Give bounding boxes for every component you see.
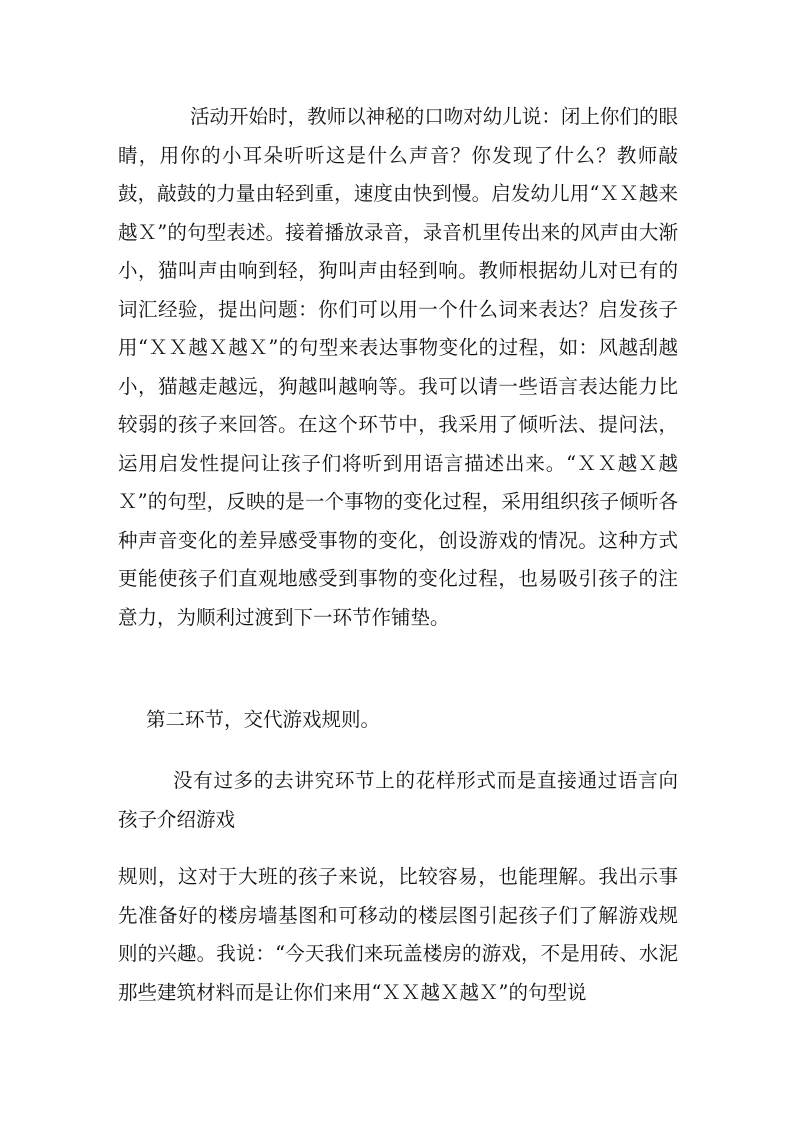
paragraph-game-rules: 规则，这对于大班的孩子来说，比较容易，也能理解。我出示事先准备好的楼房墙基图和可移动的楼层图引起孩子们了解游戏规则的兴趣。我说：“今天我们来玩盖楼房的游戏，不是用砖、水泥那些建筑材料而是让你们来用“ＸＸ越Ｘ越Ｘ”的句型说 [118,865,678,1004]
paragraph-game-intro: 没有过多的去讲究环节上的花样形式而是直接通过语言向孩子介绍游戏 [118,769,678,831]
section-heading-second-stage: 第二环节，交代游戏规则。 [146,708,381,731]
paragraph-activity-start: 活动开始时，教师以神秘的口吻对幼儿说：闭上你们的眼睛，用你的小耳朵听听这是什么声音？你发现了什么？教师敲鼓，敲鼓的力量由轻到重，速度由快到慢。启发幼儿用“ＸＸ越来越Ｘ”的句型表述。接着播放录音，录音机里传出来的风声由大渐小，猫叫声由响到轻，狗叫声由轻到响。教师根据幼儿对已有的词汇经验，提出问题：你们可以用一个什么词来表达？启发孩子用“ＸＸ越Ｘ越Ｘ”的句型来表达事物变化的过程，如：风越刮越小，猫越走越远，狗越叫越响等。我可以请一些语言表达能力比较弱的孩子来回答。在这个环节中，我采用了倾听法、提问法，运用启发性提问让孩子们将听到用语言描述出来。“ＸＸ越Ｘ越Ｘ”的句型，反映的是一个事物的变化过程，采用组织孩子倾听各种声音变化的差异感受事物的变化，创设游戏的情况。这种方式更能使孩子们直观地感受到事物的变化过程，也易吸引孩子的注意力，为顺利过渡到下一环节作铺垫。 [118,105,678,629]
